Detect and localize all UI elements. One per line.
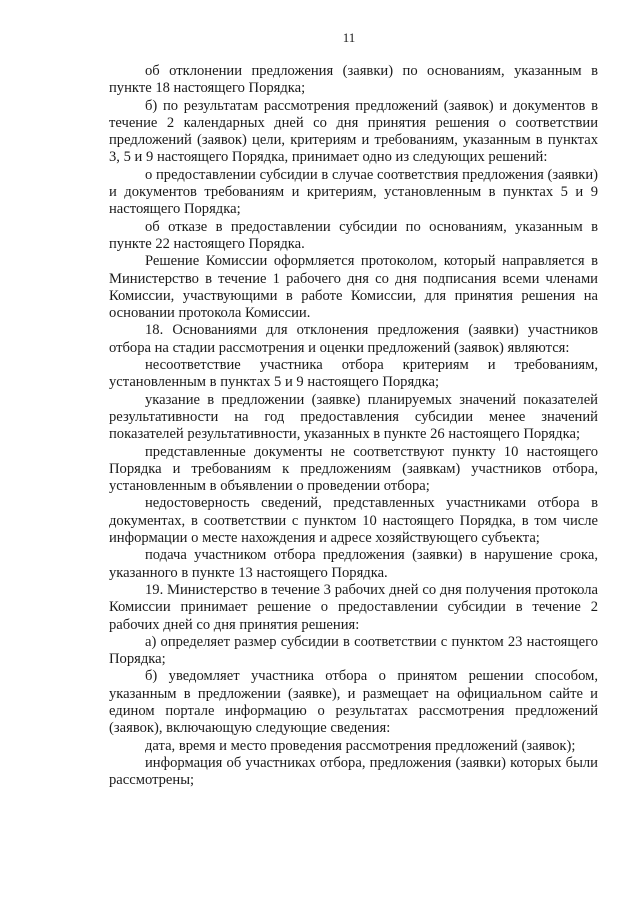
paragraph-15: дата, время и место проведения рассмотрения предложений (заявок); xyxy=(145,737,576,754)
paragraph-16: информация об участниках отбора, предложения (заявки) которых были рассмотрены; xyxy=(109,754,598,789)
paragraph-14: б) уведомляет участника отбора о принятом решении способом, указанным в предложении (заявке), и размещает на официальном сайте и едином портале информацию о результатах рассмотрения предложений (заявок), включающую следующие сведения: xyxy=(109,668,598,737)
paragraph-9: представленные документы не соответствуют пункту 10 настоящего Порядка и требованиям к предложениям (заявкам) участников отбора, установленным в объявлении о проведении отбора; xyxy=(109,443,598,495)
paragraph-2: б) по результатам рассмотрения предложений (заявок) и документов в течение 2 календарных дней со дня принятия решения о соответствии предложений (заявок) цели, критериям и требованиям, указанным в пунктах 3, 5 и 9 настоящего Порядка, принимает одно из следующих решений: xyxy=(109,97,598,166)
document-body xyxy=(109,63,598,789)
paragraph-7: несоответствие участника отбора критериям и требованиям, установленным в пунктах 5 и 9 настоящего Порядка; xyxy=(109,357,598,391)
paragraph-10: недостоверность сведений, представленных участниками отбора в документах, в соответствии с пунктом 10 настоящего Порядка, в том числе информации о месте нахождения и адресе хозяйствующего субъекта; xyxy=(109,495,598,547)
paragraph-8: указание в предложении (заявке) планируемых значений показателей результативности на год предоставления субсидии менее значений показателей результативности, указанных в пункте 26 настоящего Порядка; xyxy=(109,391,598,443)
paragraph-11: подача участником отбора предложения (заявки) в нарушение срока, указанного в пункте 13 настоящего Порядка. xyxy=(109,547,598,581)
page-number: 11 xyxy=(342,30,356,45)
paragraph-1: об отклонении предложения (заявки) по основаниям, указанным в пункте 18 настоящего Порядка; xyxy=(109,63,598,97)
paragraph-6: 18. Основаниями для отклонения предложения (заявки) участников отбора на стадии рассмотрения и оценки предложений (заявок) являются: xyxy=(109,322,598,356)
paragraph-12: 19. Министерство в течение 3 рабочих дней со дня получения протокола Комиссии принимает решение о предоставлении субсидии в течение 2 рабочих дней со дня принятия решения: xyxy=(109,581,598,633)
paragraph-5: Решение Комиссии оформляется протоколом, который направляется в Министерство в течение 1 рабочего дня со дня подписания всеми членами Комиссии, участвующими в работе Комиссии, для принятия решения на основании протокола Комиссии. xyxy=(109,253,598,322)
paragraph-4: об отказе в предоставлении субсидии по основаниям, указанным в пункте 22 настоящего Порядка. xyxy=(109,218,598,252)
paragraph-13: а) определяет размер субсидии в соответствии с пунктом 23 настоящего Порядка; xyxy=(109,633,598,668)
paragraph-3: о предоставлении субсидии в случае соответствия предложения (заявки) и документов требованиям и критериям, установленным в пунктах 5 и 9 настоящего Порядка; xyxy=(109,166,598,218)
